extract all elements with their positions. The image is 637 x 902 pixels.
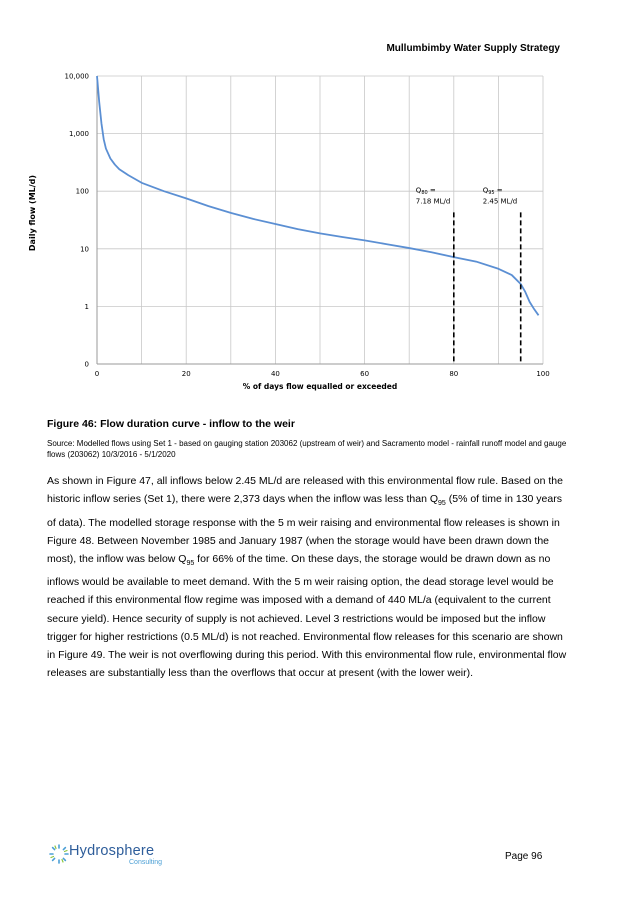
x-tick-label: 40	[270, 370, 280, 378]
page-number: Page 96	[505, 851, 543, 862]
flow-duration-chart	[28, 66, 560, 401]
y-tick-label: 10,000	[64, 72, 89, 81]
chart-gridlines	[97, 76, 543, 364]
flow-duration-line	[97, 76, 539, 315]
q80-label: $Q_{80}$ =	[415, 186, 436, 196]
logo-wordmark: Hydrosphere	[69, 843, 155, 859]
logo-subtitle: Consulting	[129, 859, 163, 866]
hydrosphere-logo	[49, 842, 163, 868]
figure-source: Source: Modelled flows using Set 1 - based on gauging station 203062 (upstream of weir) and Sacramento model - rainfall runoff model and gauge flows (203062) 10/3/2016 - 5/1/2020	[47, 439, 567, 459]
x-tick-label: 60	[360, 370, 370, 378]
body-text-part-1: As shown in Figure 47, all inflows below 2.45 ML/d are released with this environmental flow rule. Based on the historic inflow series (Set 1), there were 2,373 days when the inflow was less than Q	[47, 475, 563, 506]
x-tick-label: 80	[449, 370, 459, 378]
y-tick-label: 10	[80, 245, 89, 254]
document-header-title: Mullumbimby Water Supply Strategy	[386, 43, 560, 54]
quantile-annotations	[416, 186, 521, 364]
x-tick-labels	[95, 370, 550, 378]
x-tick-label: 20	[181, 370, 191, 378]
y-axis-label: Daily flow (ML/d)	[28, 174, 37, 252]
q95-subscript-1: 95	[438, 500, 446, 508]
body-paragraph	[47, 472, 567, 682]
body-text-part-3: for 66% of the time. On these days, the storage would be drawn down as no inflows would be available to meet demand. With the 5 m weir raising option, the dead storage level would be reached if this environmental flow regime was imposed with a demand of 440 ML/a (equivalent to the current secure yield). Hence security of supply is not achieved. Level 3 restrictions would be imposed but the inflow trigger for higher restrictions (0.5 ML/d) is not reached. Environmental flow releases for this scenario are shown in Figure 49. The weir is not overflowing during this period. With this environmental flow rule, environmental flow releases are substantially less than the overflows that occur at present (with the lower weir).	[47, 552, 567, 680]
y-tick-label: 100	[75, 187, 89, 196]
y-tick-label: 0	[84, 360, 89, 369]
y-tick-label: 1,000	[68, 130, 89, 139]
y-tick-labels	[65, 73, 90, 369]
q80-value: 7.18 ML/d	[415, 197, 451, 206]
q95-label: $Q_{95}$ =	[482, 186, 503, 196]
flow-series	[97, 76, 539, 315]
sun-burst-icon	[49, 844, 69, 864]
figure-caption: Figure 46: Flow duration curve - inflow to the weir	[47, 418, 295, 430]
y-tick-label: 1	[84, 302, 89, 311]
x-tick-label: 100	[536, 370, 550, 378]
body-text-part-2: (5% of time in 130 years of data). The modelled storage response with the 5 m weir raising and environmental flow releases is shown in Figure 48. Between November 1985 and January 1987 (when the storage would have been drawn down the most), the inflow was below Q	[47, 493, 562, 565]
x-tick-label: 0	[94, 370, 100, 378]
q95-value: 2.45 ML/d	[482, 197, 518, 206]
q95-subscript-2: 95	[186, 560, 195, 567]
x-axis-label: % of days flow equalled or exceeded	[242, 382, 398, 391]
